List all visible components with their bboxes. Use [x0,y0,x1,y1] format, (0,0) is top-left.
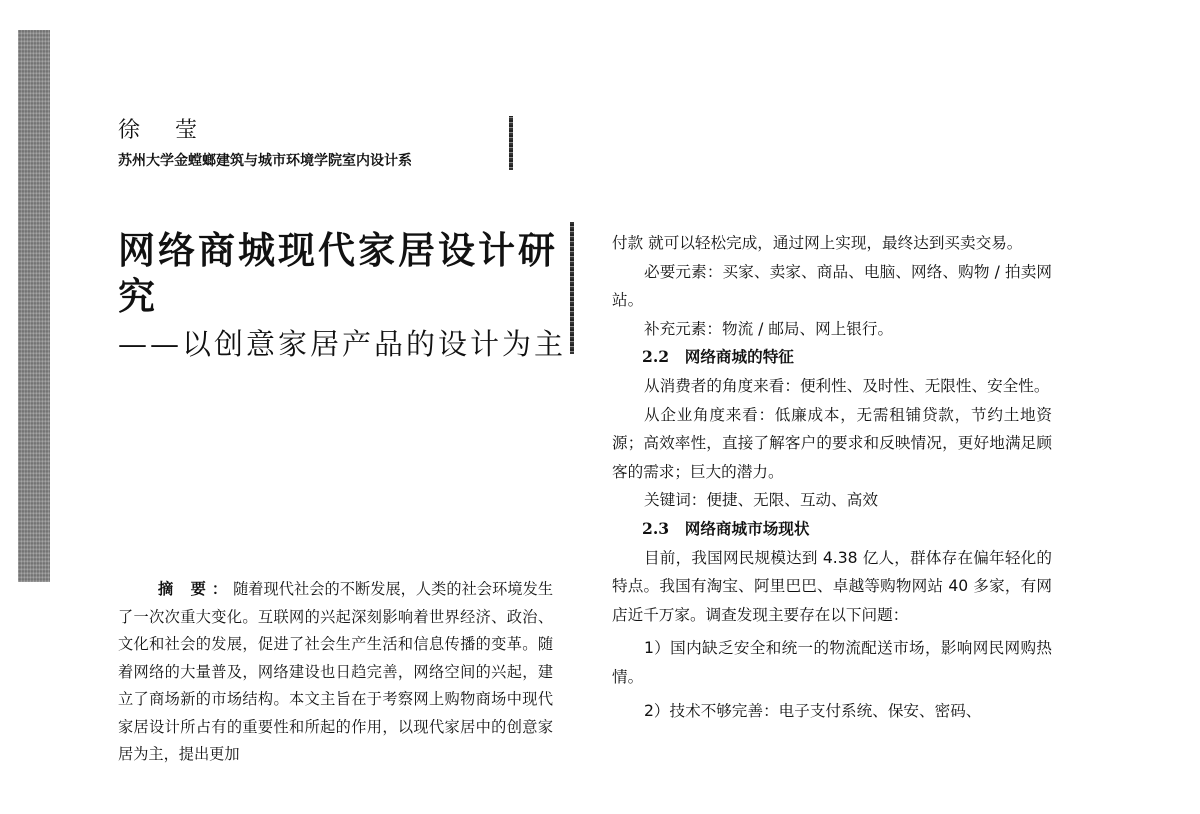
right-column [612,229,1052,725]
paragraph: 从企业角度来看：低廉成本，无需租铺贷款，节约土地资源；高效率性，直接了解客户的要求和反映情况，更好地满足顾客的需求；巨大的潜力。 [612,405,1052,481]
paragraph: 2）技术不够完善：电子支付系统、保安、密码、 [644,701,982,720]
paragraph: 从消费者的角度来看：便利性、及时性、无限性、安全性。 [644,376,1050,395]
paragraph: 必要元素：买家、卖家、商品、电脑、网络、购物 / 拍卖网站。 [612,262,1052,310]
section-heading-2-2: 2.2 网络商城的特征 [642,347,794,367]
section-heading-2-3: 2.3 网络商城市场现状 [642,518,810,538]
paragraph: 目前，我国网民规模达到 4.38 亿人，群体存在偏年轻化的特点。我国有淘宝、阿里巴巴、卓越等购物网站 40 多家，有网店近千万家。调查发现主要存在以下问题： [612,548,1052,624]
author-name: 徐 莹 [118,118,211,143]
paragraph: 补充元素：物流 / 邮局、网上银行。 [644,319,894,338]
paragraph: 1）国内缺乏安全和统一的物流配送市场，影响网民网购热情。 [612,639,1052,686]
keywords: 关键词：便捷、无限、互动、高效 [644,491,878,510]
abstract-label: 摘 要： [158,580,234,598]
paper-subtitle: ——以创意家居产品的设计为主 [118,327,567,361]
paper-title: 网络商城现代家居设计研究 [118,229,558,318]
paragraph: 付款 就可以轻松完成，通过网上实现，最终达到买卖交易。 [612,234,1023,252]
author-affiliation: 苏州大学金螳螂建筑与城市环境学院室内设计系 [118,153,412,169]
abstract-text: 随着现代社会的不断发展，人类的社会环境发生了一次次重大变化。互联网的兴起深刻影响着世界经济、政治、文化和社会的发展，促进了社会生产生活和信息传播的变革。随着网络的大量普及，网络建设也日趋完善，网络空间的兴起，建立了商场新的市场结构。本文主旨在于考察网上购物商场中现代家居设计所占有的重要性和所起的作用，以现代家居中的创意家居为主，提出更加 [118,580,554,763]
scan-mark-title [570,222,574,354]
scan-edge-bar [18,30,50,582]
scan-mark-author [509,116,513,170]
abstract [118,576,553,769]
